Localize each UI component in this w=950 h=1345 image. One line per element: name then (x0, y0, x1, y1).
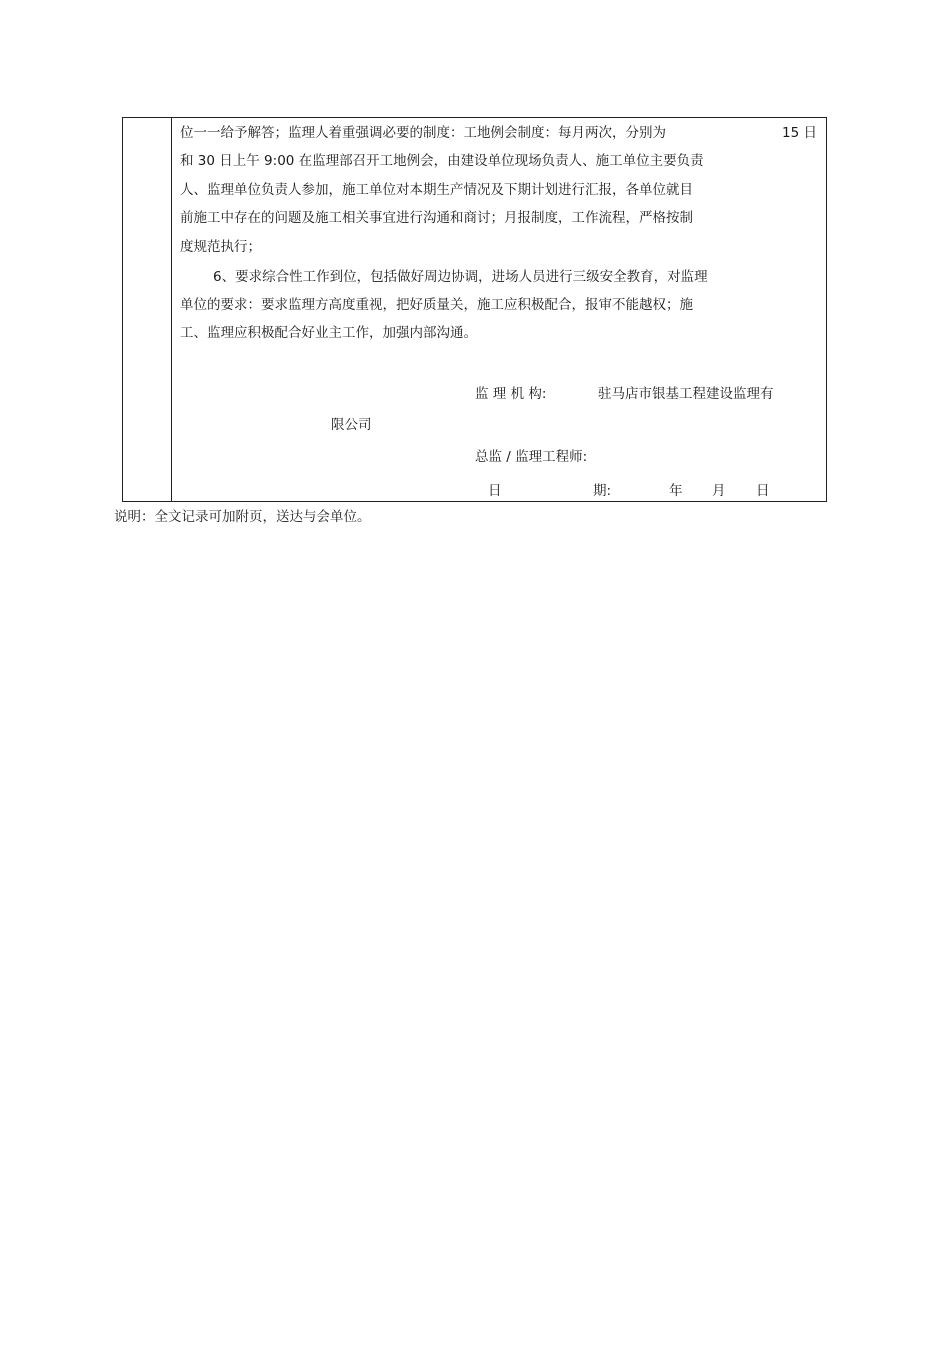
org-name-part2: 限公司 (331, 417, 372, 433)
content-line-3: 人、监理单位负责人参加，施工单位对本期生产情况及下期计划进行汇报，各单位就目 (180, 182, 693, 198)
footer-note: 说明：全文记录可加附页，送达与会单位。 (114, 509, 371, 525)
content-line-5: 度规范执行； (180, 239, 261, 255)
date-label-ri: 日 (488, 483, 502, 499)
content-line-8: 工、监理应积极配合好业主工作，加强内部沟通。 (180, 325, 477, 341)
year-label: 年 (669, 483, 683, 499)
content-line-4: 前施工中存在的问题及施工相关事宜进行沟通和商讨；月报制度，工作流程，严格按制 (180, 210, 693, 226)
content-line-6: 6、要求综合性工作到位，包括做好周边协调，进场人员进行三级安全教育，对监理 (213, 269, 708, 285)
org-label: 监 理 机 构: (475, 386, 547, 402)
content-line-7: 单位的要求：要求监理方高度重视，把好质量关，施工应积极配合，报审不能越权；施 (180, 297, 693, 313)
engineer-label: 总监 / 监理工程师: (475, 449, 588, 465)
content-line-2: 和 30 日上午 9:00 在监理部召开工地例会，由建设单位现场负责人、施工单位主要负责 (180, 153, 704, 169)
date-label-qi: 期: (593, 483, 612, 499)
date-15-text: 15 日 (782, 125, 817, 141)
content-line-1: 位一一给予解答；监理人着重强调必要的制度：工地例会制度：每月两次，分别为 (180, 125, 666, 141)
table-left-column (123, 118, 172, 501)
month-label: 月 (712, 483, 726, 499)
day-label: 日 (756, 483, 770, 499)
org-name-part1: 驻马店市银基工程建设监理有 (598, 386, 774, 402)
